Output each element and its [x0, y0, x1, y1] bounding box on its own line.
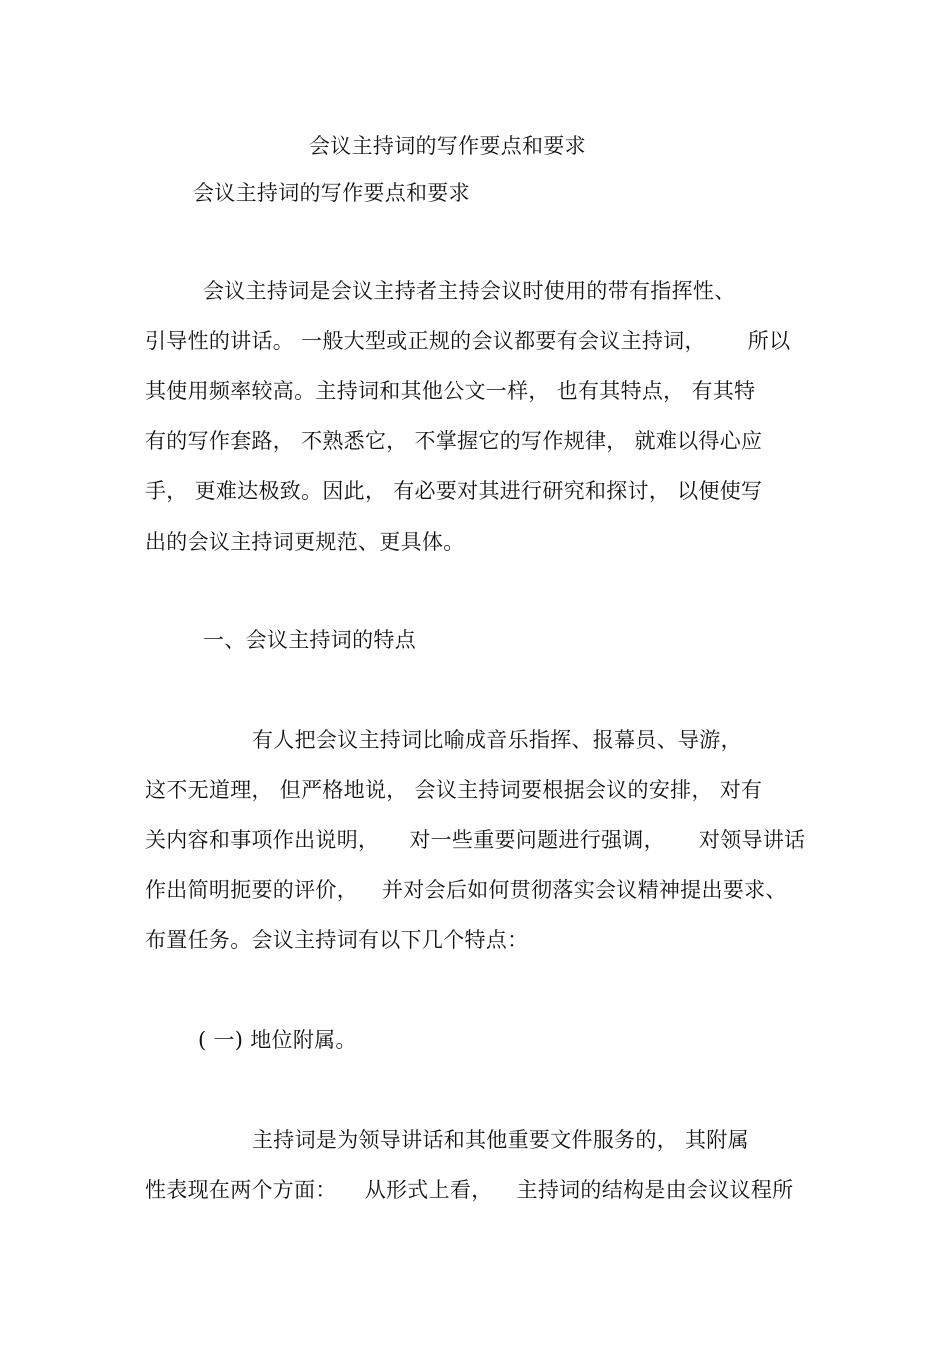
section-line: 这不无道理， 但严格地说， 会议主持词要根据会议的安排， 对有 [145, 778, 763, 802]
section-line: 布置任务。会议主持词有以下几个特点： [145, 928, 529, 952]
section-line-text: 对一些重要问题进行强调， [409, 828, 665, 852]
sub-line [145, 1177, 793, 1203]
intro-line: 手， 更难达极致。因此， 有必要对其进行研究和探讨， 以便使写 [145, 479, 763, 503]
sub-line: 主持词是为领导讲话和其他重要文件服务的， 其附属 [252, 1128, 749, 1152]
section-line-text: 并对会后如何贯彻落实会议精神提出要求、 [382, 878, 787, 902]
subsection-heading: ( 一) 地位附属。 [198, 1028, 357, 1052]
sub-line-text: 主持词的结构是由会议议程所 [516, 1178, 794, 1202]
section-line: 有人把会议主持词比喻成音乐指挥、报幕员、导游， [252, 728, 742, 752]
intro-line-text: 引导性的讲话。 一般大型或正规的会议都要有会议主持词， [145, 329, 706, 353]
section-line [145, 827, 805, 853]
sub-line-text: 性表现在两个方面： [145, 1178, 337, 1202]
document-subtitle: 会议主持词的写作要点和要求 [193, 181, 470, 205]
section-line-text: 对领导讲话 [698, 828, 806, 852]
intro-line: 会议主持词是会议主持者主持会议时使用的带有指挥性、 [203, 279, 736, 303]
document-title: 会议主持词的写作要点和要求 [309, 134, 586, 158]
sub-line-text: 从形式上看， [364, 1178, 493, 1202]
intro-line-text: 所以 [747, 329, 791, 353]
section-line [145, 877, 787, 903]
section-line-text: 关内容和事项作出说明， [145, 828, 380, 852]
section-line-text: 作出简明扼要的评价， [145, 878, 358, 902]
intro-line: 出的会议主持词更规范、更具体。 [145, 530, 465, 554]
intro-line [145, 328, 790, 354]
intro-line: 有的写作套路， 不熟悉它， 不掌握它的写作规律， 就难以得心应 [145, 429, 763, 453]
section-heading: 一、会议主持词的特点 [203, 628, 416, 652]
intro-line: 其使用频率较高。主持词和其他公文一样， 也有其特点， 有其特 [145, 379, 756, 403]
